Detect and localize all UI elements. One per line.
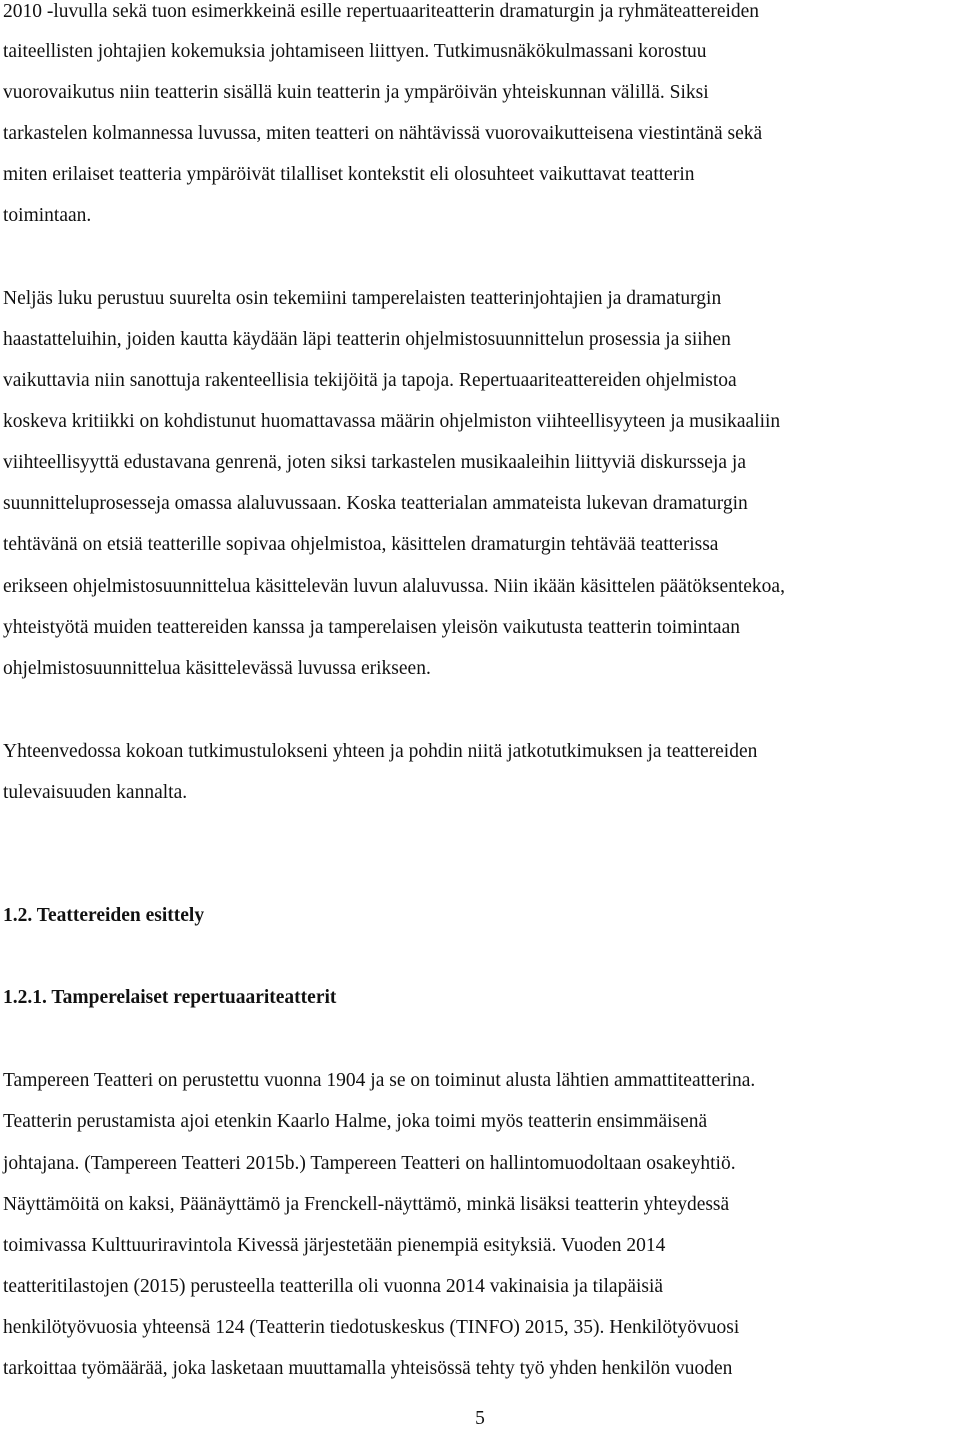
text-line: Yhteenvedossa kokoan tutkimustulokseni yhteen ja pohdin niitä jatkotutkimuksen ja teattereiden: [3, 741, 758, 762]
text-line: 2010 -luvulla sekä tuon esimerkkeinä esille repertuaariteatterin dramaturgin ja ryhmäteattereiden: [3, 1, 760, 22]
text-line: vuorovaikutus niin teatterin sisällä kuin teatterin ja ympäröivän yhteiskunnan välillä. Siksi: [3, 82, 709, 103]
text-line: yhteistyötä muiden teattereiden kanssa ja tamperelaisen yleisön vaikutusta teatterin toimintaan: [3, 617, 740, 638]
text-line: viihteellisyyttä edustavana genrenä, joten siksi tarkastelen musikaaleihin liittyviä diskursseja ja: [3, 452, 746, 473]
text-line: ohjelmistosuunnittelua käsittelevässä luvussa erikseen.: [3, 658, 431, 679]
text-line: haastatteluihin, joiden kautta käydään läpi teatterin ohjelmistosuunnittelun prosessia ja siihen: [3, 329, 731, 350]
text-line: henkilötyövuosia yhteensä 124 (Teatterin tiedotuskeskus (TINFO) 2015, 35). Henkilötyövuosi: [3, 1317, 740, 1338]
text-line: erikseen ohjelmistosuunnittelua käsittelevän luvun alaluvussa. Niin ikään käsittelen päätöksentekoa,: [3, 576, 785, 597]
text-line: toimintaan.: [3, 205, 92, 226]
text-line: suunnitteluprosesseja omassa alaluvussaan. Koska teatterialan ammateista lukevan dramaturgin: [3, 493, 748, 514]
section-heading: 1.2. Teattereiden esittely: [3, 905, 205, 926]
text-line: tarkastelen kolmannessa luvussa, miten teatteri on nähtävissä vuorovaikutteisena viestintänä sekä: [3, 123, 763, 144]
text-line: tehtävänä on etsiä teatterille sopivaa ohjelmistoa, käsittelen dramaturgin tehtävää teatterissa: [3, 534, 719, 555]
text-line: miten erilaiset teatteria ympäröivät tilalliset kontekstit eli olosuhteet vaikuttavat teatterin: [3, 164, 695, 185]
text-line: koskeva kritiikki on kohdistunut huomattavassa määrin ohjelmiston viihteellisyyteen ja musikaaliin: [3, 411, 781, 432]
text-line: vaikuttavia niin sanottuja rakenteellisia tekijöitä ja tapoja. Repertuaariteattereiden ohjelmistoa: [3, 370, 737, 391]
text-line: Tampereen Teatteri on perustettu vuonna 1904 ja se on toiminut alusta lähtien ammattiteatterina.: [3, 1070, 756, 1091]
text-line: Neljäs luku perustuu suurelta osin tekemiini tamperelaisten teatterinjohtajien ja dramaturgin: [3, 288, 722, 309]
text-line: johtajana. (Tampereen Teatteri 2015b.) Tampereen Teatteri on hallintomuodoltaan osakeyhtiö.: [3, 1153, 736, 1174]
text-line: toimivassa Kulttuuriravintola Kivessä järjestetään pienempiä esityksiä. Vuoden 2014: [3, 1235, 666, 1256]
text-line: tulevaisuuden kannalta.: [3, 782, 188, 803]
text-line: taiteellisten johtajien kokemuksia johtamiseen liittyen. Tutkimusnäkökulmassani korostuu: [3, 41, 707, 62]
text-line: Näyttämöitä on kaksi, Päänäyttämö ja Frenckell-näyttämö, minkä lisäksi teatterin yhteydessä: [3, 1194, 730, 1215]
text-line: teatteritilastojen (2015) perusteella teatterilla oli vuonna 2014 vakinaisia ja tilapäisiä: [3, 1276, 664, 1297]
text-line: Teatterin perustamista ajoi etenkin Kaarlo Halme, joka toimi myös teatterin ensimmäisenä: [3, 1111, 708, 1132]
text-line: tarkoittaa työmäärää, joka lasketaan muuttamalla yhteisössä tehty työ yhden henkilön vuoden: [3, 1358, 733, 1379]
subsection-heading: 1.2.1. Tamperelaiset repertuaariteatterit: [3, 987, 337, 1008]
page-number: 5: [475, 1408, 485, 1429]
